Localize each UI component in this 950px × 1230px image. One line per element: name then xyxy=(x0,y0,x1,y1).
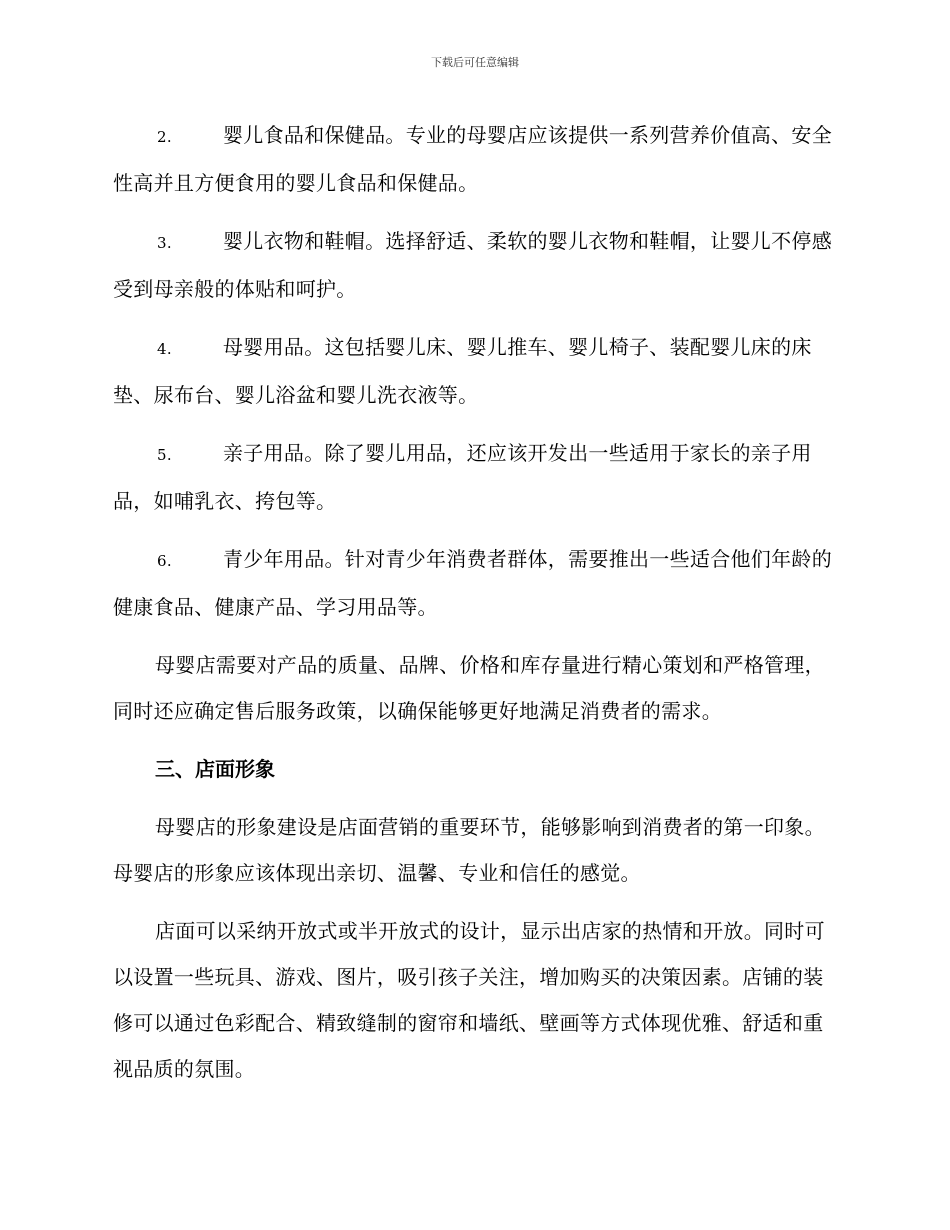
section-heading: 三、店面形象 xyxy=(155,757,275,781)
list-item-number: 2. xyxy=(157,128,172,146)
summary-paragraph: 母婴店需要对产品的质量、品牌、价格和库存量进行精心策划和严格管理，同时还应确定售后服务政策，以确保能够更好地满足消费者的需求。 xyxy=(113,653,825,723)
list-item xyxy=(113,324,835,418)
design-paragraph: 店面可以采纳开放式或半开放式的设计，显示出店家的热情和开放。同时可以设置一些玩具、游戏、图片，吸引孩子关注，增加购买的决策因素。店铺的装修可以通过色彩配合、精致缝制的窗帘和墙纸、壁画等方式体现优雅、舒适和重视品质的氛围。 xyxy=(113,919,825,1081)
list-item-number: 3. xyxy=(157,234,172,252)
list-item-text: 婴儿衣物和鞋帽。选择舒适、柔软的婴儿衣物和鞋帽，让婴儿不停感受到母亲般的体贴和呵护。 xyxy=(113,229,832,301)
list-item-number: 6. xyxy=(157,552,172,570)
list-item xyxy=(113,536,835,630)
page-header: 下载后可任意编辑 xyxy=(431,56,519,69)
list-item-text: 亲子用品。除了婴儿用品，还应该开发出一些适用于家长的亲子用品，如哺乳衣、挎包等。 xyxy=(113,441,812,513)
list-item-number: 5. xyxy=(157,446,172,464)
list-item-text: 青少年用品。针对青少年消费者群体，需要推出一些适合他们年龄的健康食品、健康产品、学习用品等。 xyxy=(113,547,832,619)
document-body xyxy=(113,112,835,1104)
list-item xyxy=(113,218,835,312)
list-item xyxy=(113,430,835,524)
list-item-text: 母婴用品。这包括婴儿床、婴儿推车、婴儿椅子、装配婴儿床的床垫、尿布台、婴儿浴盆和婴儿洗衣液等。 xyxy=(113,335,812,407)
list-item-text: 婴儿食品和保健品。专业的母婴店应该提供一系列营养价值高、安全性高并且方便食用的婴儿食品和保健品。 xyxy=(113,123,832,195)
image-paragraph: 母婴店的形象建设是店面营销的重要环节，能够影响到消费者的第一印象。母婴店的形象应该体现出亲切、温馨、专业和信任的感觉。 xyxy=(113,815,825,885)
list-item xyxy=(113,112,835,206)
list-item-number: 4. xyxy=(157,340,172,358)
